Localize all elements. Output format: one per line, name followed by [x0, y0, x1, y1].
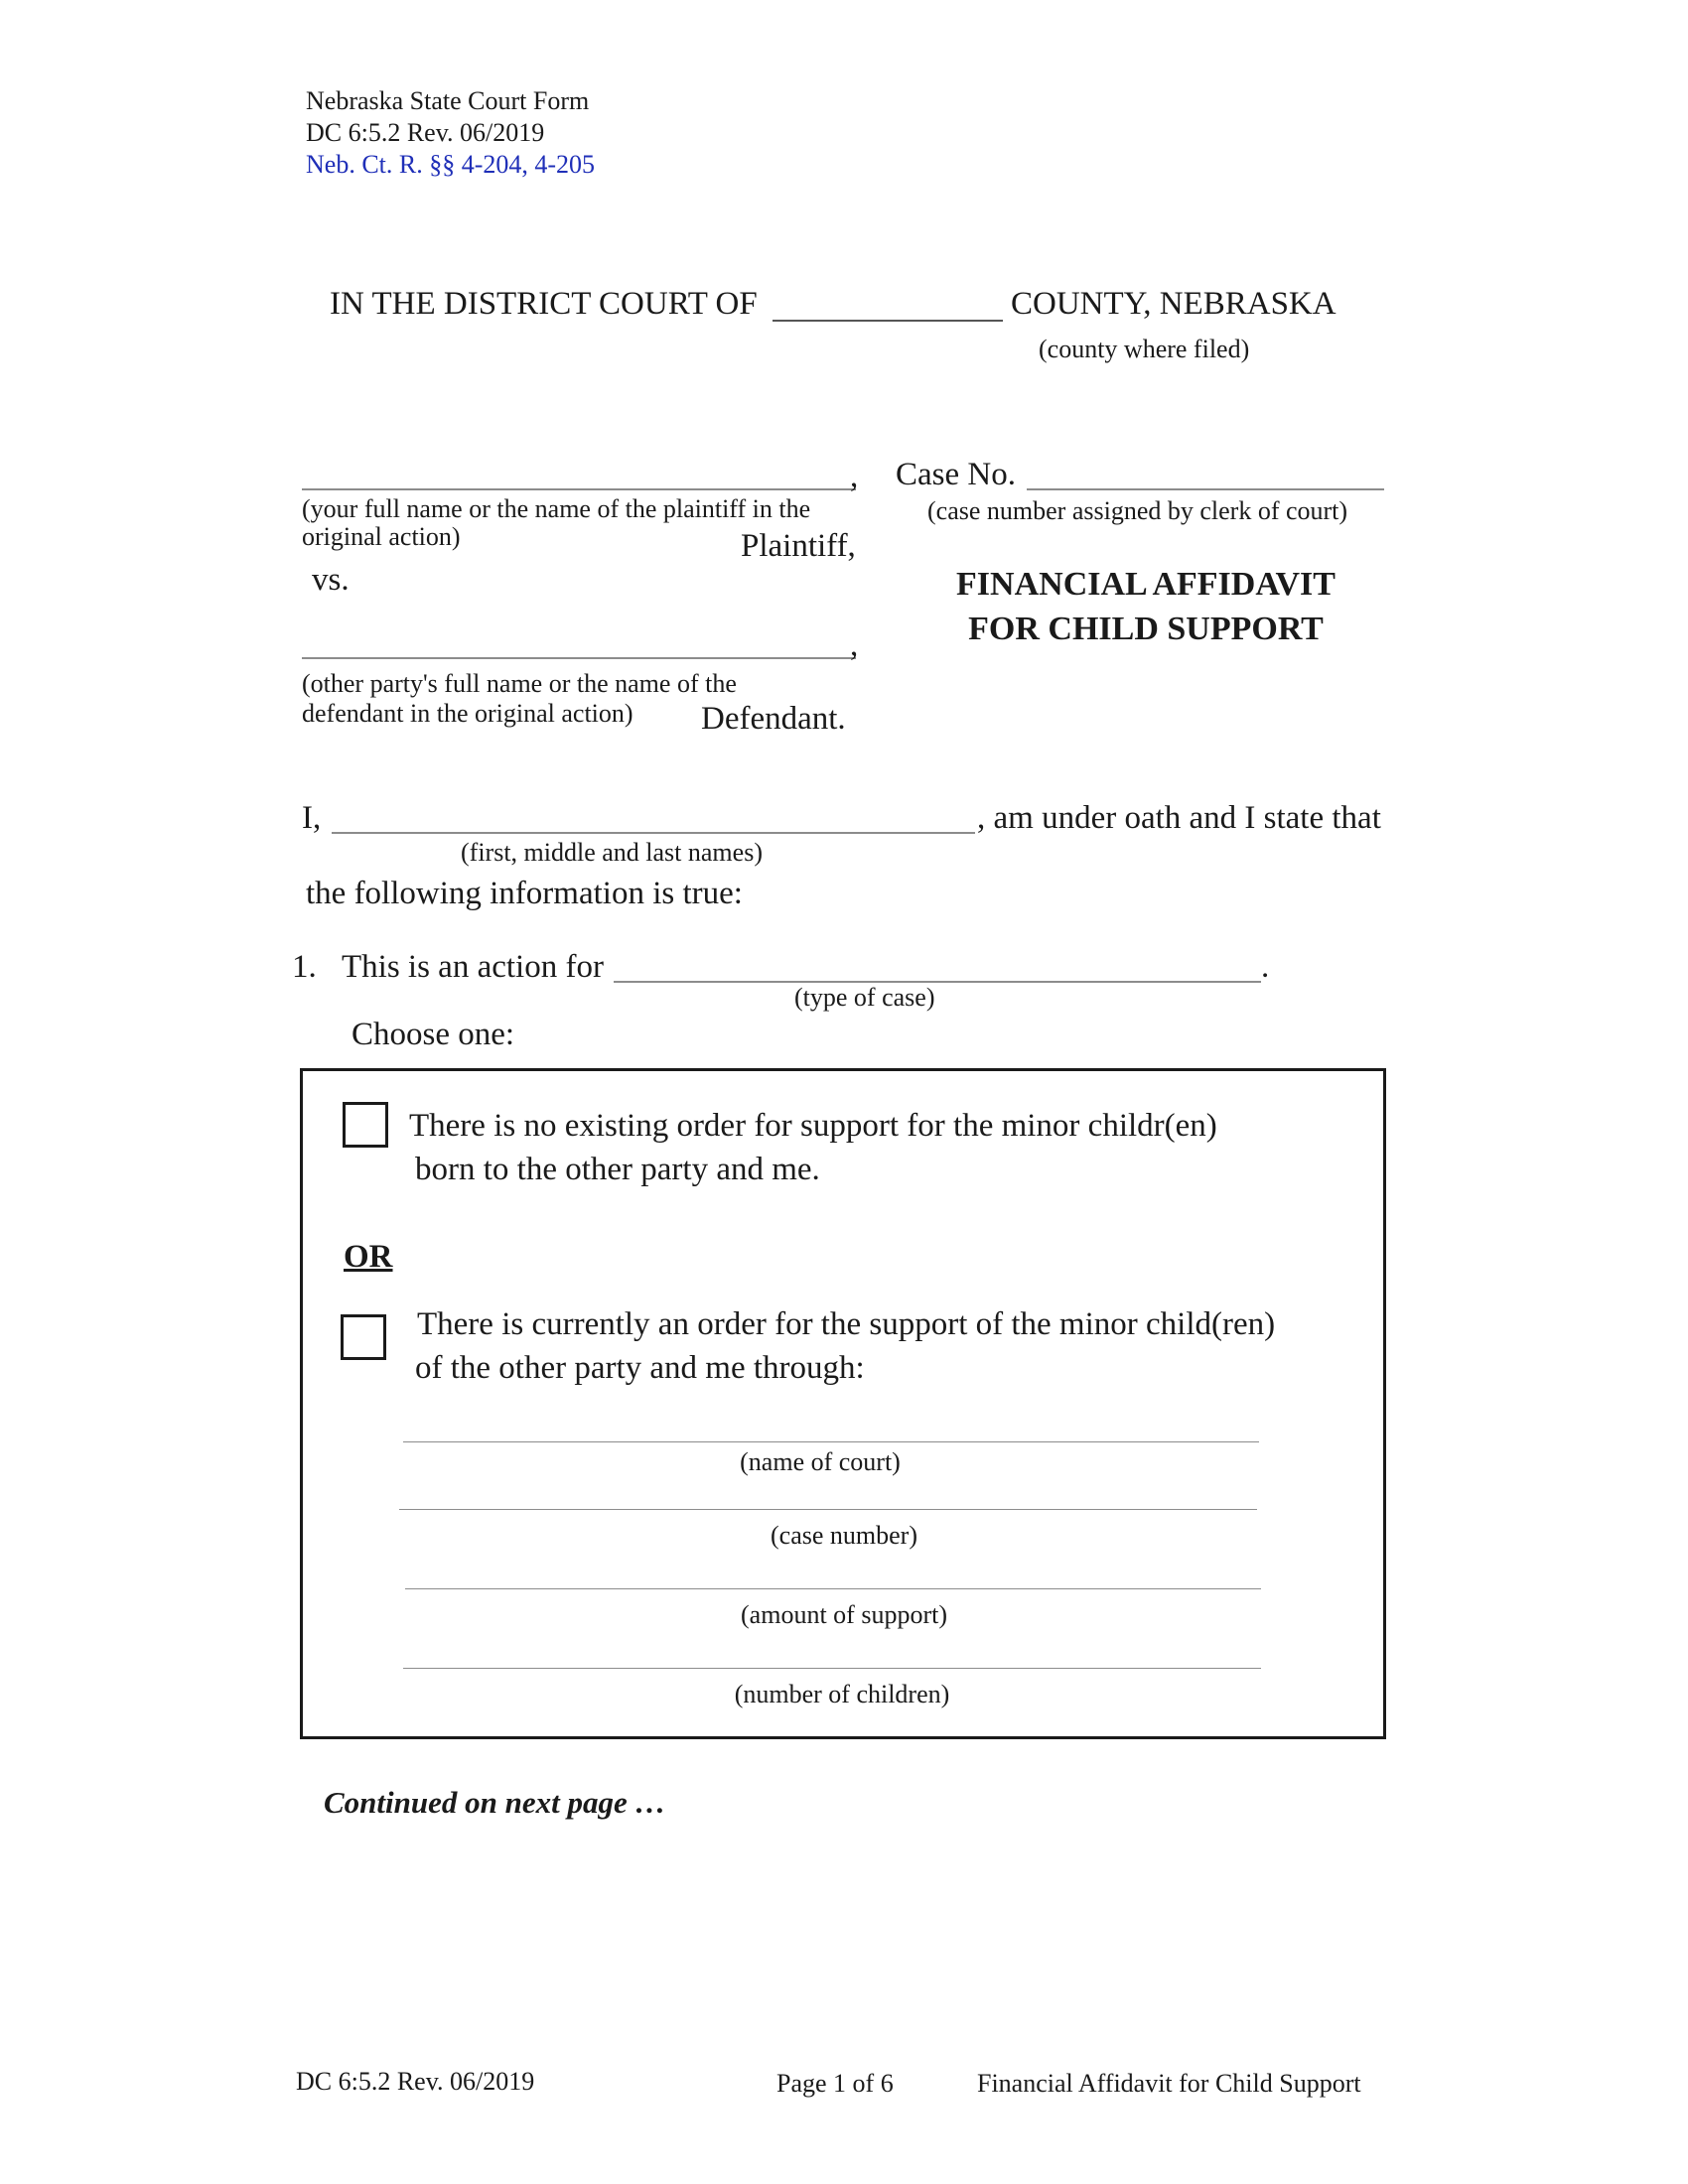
court-rule-link[interactable]: Neb. Ct. R. §§ 4-204, 4-205 [306, 150, 596, 179]
item-period: . [1261, 949, 1270, 985]
form-title-line-2: FOR CHILD SUPPORT [968, 611, 1324, 647]
affiant-name-input[interactable] [332, 832, 975, 834]
footer-page-number: Page 1 of 6 [776, 2069, 894, 2098]
no-existing-order-checkbox[interactable] [343, 1102, 388, 1148]
number-of-children-hint: (number of children) [734, 1680, 950, 1708]
plaintiff-label: Plaintiff, [741, 528, 856, 564]
affiant-name-hint: (first, middle and last names) [461, 838, 763, 867]
or-label: OR [344, 1239, 393, 1275]
existing-order-checkbox[interactable] [341, 1314, 386, 1360]
defendant-hint-2: defendant in the original action) [302, 699, 633, 728]
vs-label: vs. [312, 562, 350, 598]
footer-form-id: DC 6:5.2 Rev. 06/2019 [296, 2067, 535, 2096]
court-name-hint: (name of court) [740, 1447, 901, 1476]
court-prefix: IN THE DISTRICT COURT OF [330, 286, 758, 322]
continued-note: Continued on next page … [324, 1785, 666, 1820]
oath-i: I, [302, 800, 322, 836]
option1-text-line-2: born to the other party and me. [415, 1152, 820, 1187]
support-amount-input[interactable] [405, 1588, 1261, 1589]
plaintiff-hint-1: (your full name or the name of the plaintiff in the [302, 494, 811, 523]
county-input[interactable] [773, 320, 1003, 322]
option2-text-line-2: of the other party and me through: [415, 1350, 865, 1386]
form-revision: DC 6:5.2 Rev. 06/2019 [306, 118, 545, 147]
case-type-hint: (type of case) [794, 983, 935, 1012]
plaintiff-comma: , [850, 459, 859, 494]
plaintiff-name-input[interactable] [302, 488, 856, 490]
court-suffix: COUNTY, NEBRASKA [1011, 286, 1336, 322]
option1-text-line-1: There is no existing order for support for the minor childr(en) [409, 1108, 1217, 1144]
case-number-input[interactable] [1027, 488, 1384, 490]
defendant-comma: , [850, 627, 859, 663]
existing-case-number-input[interactable] [399, 1509, 1257, 1510]
number-of-children-input[interactable] [403, 1668, 1261, 1669]
option2-text-line-1: There is currently an order for the support of the minor child(ren) [417, 1306, 1276, 1342]
case-number-hint: (case number) [771, 1521, 917, 1550]
item-number: 1. [292, 949, 317, 985]
case-type-input[interactable] [614, 981, 1261, 983]
case-no-hint: (case number assigned by clerk of court) [927, 496, 1348, 525]
choose-one-label: Choose one: [352, 1017, 515, 1052]
case-no-label: Case No. [896, 457, 1016, 492]
court-name-input[interactable] [403, 1441, 1259, 1442]
oath-statement: , am under oath and I state that [977, 800, 1381, 836]
defendant-name-input[interactable] [302, 657, 856, 659]
plaintiff-hint-2: original action) [302, 522, 461, 551]
item-label: This is an action for [342, 949, 604, 985]
form-name: Nebraska State Court Form [306, 86, 590, 115]
oath-continuation: the following information is true: [306, 876, 743, 911]
defendant-label: Defendant. [701, 701, 846, 737]
county-caption: (county where filed) [1039, 335, 1250, 363]
form-title-line-1: FINANCIAL AFFIDAVIT [956, 566, 1336, 603]
support-amount-hint: (amount of support) [741, 1600, 947, 1629]
footer-form-title: Financial Affidavit for Child Support [977, 2069, 1361, 2098]
defendant-hint-1: (other party's full name or the name of the [302, 669, 737, 698]
